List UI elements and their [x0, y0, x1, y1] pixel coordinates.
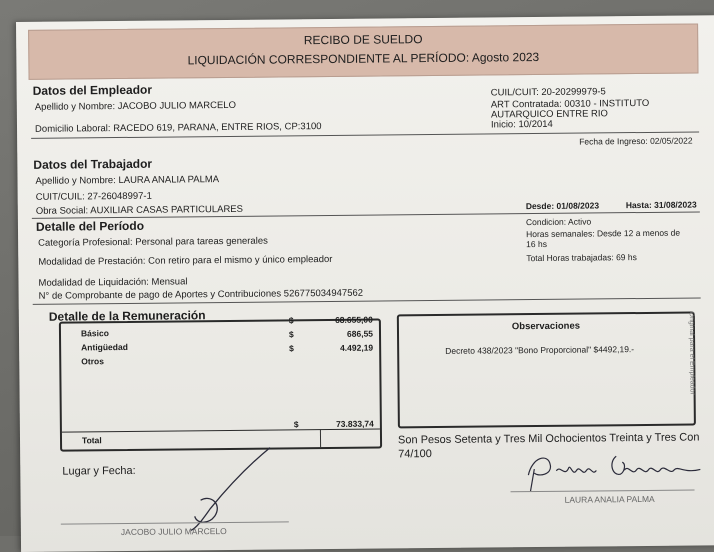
period-comprobante: N° de Comprobante de pago de Aportes y Contribuciones 526775034947562 — [38, 287, 364, 302]
receipt-document — [16, 15, 714, 552]
period-modalidad-prestacion: Modalidad de Prestación: Con retiro para el mismo y único empleador — [38, 253, 333, 268]
item-amount: 686,55 — [346, 328, 374, 339]
worker-name: Apellido y Nombre: LAURA ANALIA PALMA — [35, 174, 220, 187]
period-to: Hasta: 31/08/2023 — [625, 199, 697, 211]
son-pesos-line1: Son Pesos Setenta y Tres Mil Ochocientos Treinta y Tres Con — [397, 431, 700, 447]
employer-art-line1: ART Contratada: 00310 - INSTITUTO — [490, 97, 650, 111]
item-label: Otros — [81, 356, 104, 367]
period-horas-line1: Horas semanales: Desde 12 a menos de — [526, 227, 681, 240]
worker-heading: Datos del Trabajador — [33, 156, 153, 172]
employer-heading: Datos del Empleador — [32, 82, 153, 98]
observaciones-text: Decreto 438/2023 "Bono Proporcional" $4492,19.- — [445, 344, 635, 356]
employer-address: Domicilio Laboral: RACEDO 619, PARANA, ENTRE RIOS, CP:3100 — [34, 121, 322, 135]
side-note: Original para el Empleador — [687, 311, 696, 395]
total-amount: 73.833,74 — [335, 418, 374, 429]
currency-symbol: $ — [288, 315, 294, 326]
observaciones-box — [397, 311, 696, 428]
receipt-period: LIQUIDACIÓN CORRESPONDIENTE AL PERÍODO: Agosto 2023 — [187, 49, 540, 68]
total-currency: $ — [293, 419, 299, 430]
item-label: Básico — [80, 328, 109, 339]
currency-symbol: $ — [288, 329, 294, 340]
son-pesos-line2: 74/100 — [398, 448, 432, 461]
receipt-title: RECIBO DE SUELDO — [303, 32, 423, 48]
employer-inicio: Inicio: 10/2014 — [490, 118, 553, 131]
currency-symbol: $ — [289, 343, 294, 354]
lugar-fecha-label: Lugar y Fecha: — [62, 464, 136, 478]
total-divider — [62, 429, 380, 433]
total-label: Total — [81, 435, 102, 446]
employer-cuit: CUIL/CUIT: 20-20299979-5 — [490, 86, 606, 99]
worker-obra-social: Obra Social: AUXILIAR CASAS PARTICULARES — [35, 203, 244, 217]
remuneration-heading: Detalle de la Remuneración — [48, 308, 206, 324]
total-separator — [320, 429, 321, 447]
observaciones-heading: Observaciones — [511, 320, 581, 333]
item-label: Antigüedad — [81, 341, 128, 353]
worker-signature-name: LAURA ANALIA PALMA — [564, 493, 655, 505]
period-heading: Detalle del Período — [35, 218, 145, 234]
period-total-horas: Total Horas trabajadas: 69 hs — [526, 252, 637, 264]
period-modalidad-liquidacion: Modalidad de Liquidación: Mensual — [38, 276, 188, 289]
employer-signature-name: JACOBO JULIO MARCELO — [120, 526, 227, 538]
period-condicion: Condicion: Activo — [525, 216, 592, 228]
employer-art-line2: AUTARQUICO ENTRE RIO — [490, 108, 608, 121]
item-amount: 4.492,19 — [340, 342, 374, 353]
worker-cuit: CUIT/CUIL: 27-26048997-1 — [35, 190, 152, 203]
fecha-ingreso: Fecha de Ingreso: 02/05/2022 — [579, 135, 693, 147]
period-from: Desde: 01/08/2023 — [525, 200, 600, 212]
item-amount: 68.655,00 — [334, 314, 373, 325]
employer-name: Apellido y Nombre: JACOBO JULIO MARCELO — [34, 99, 237, 113]
period-categoria: Categoría Profesional: Personal para tareas generales — [38, 235, 268, 249]
period-horas-line2: 16 hs — [526, 238, 547, 250]
receipt-header — [28, 23, 698, 79]
